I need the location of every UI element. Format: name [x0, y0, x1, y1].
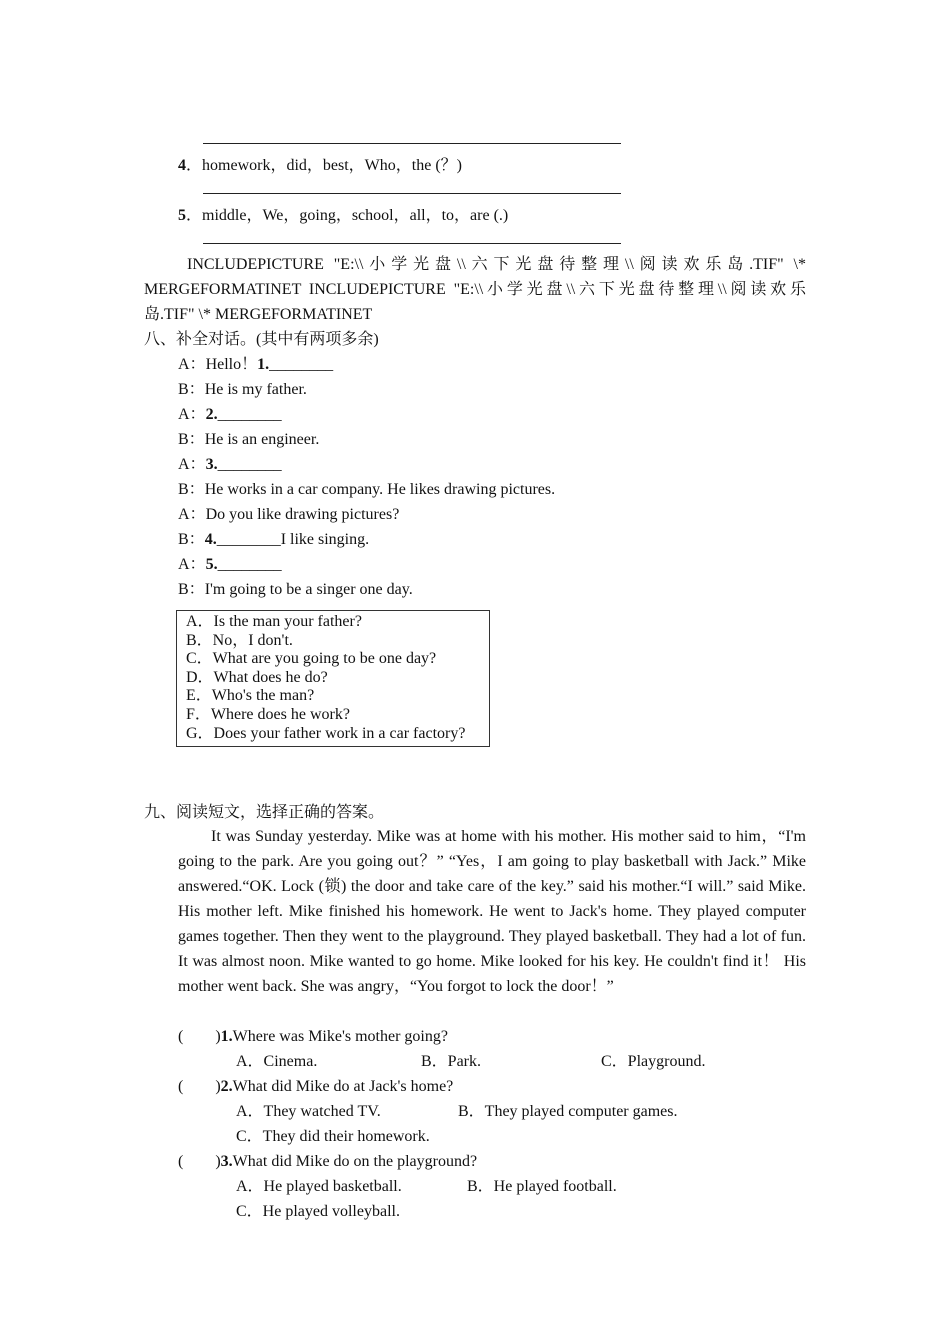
question-text: What did Mike do at Jack's home?: [232, 1078, 454, 1095]
dialogue-line-4: B：He is an engineer.: [178, 431, 320, 448]
dialogue-line-5: [178, 451, 282, 474]
option-g: G．Does your father work in a car factory?: [186, 724, 466, 742]
speaker: A：: [178, 406, 206, 423]
speaker: B：: [178, 531, 205, 548]
dialogue-line-2: B：He is my father.: [178, 381, 307, 398]
option-d: D．What does he do?: [186, 668, 328, 686]
answer-line-3[interactable]: [203, 143, 621, 144]
option-f: F．Where does he work?: [186, 705, 350, 723]
question-number: 1.: [220, 1028, 233, 1045]
answer-blank[interactable]: ________: [269, 356, 334, 373]
q1-option-c: C．Playground.: [601, 1053, 706, 1070]
question-text: Where was Mike's mother going?: [232, 1028, 448, 1045]
q7-item-words: middle，We，going，school，all，to，are (.): [202, 207, 509, 224]
dialogue-line-1: A：Hello！1.________: [178, 356, 334, 373]
dialogue-line-9: [178, 551, 282, 574]
answer-blank[interactable]: ________: [217, 556, 282, 573]
question-2: [178, 1073, 453, 1096]
q2-option-c: C．They did their homework.: [236, 1128, 430, 1145]
answer-blank[interactable]: ________: [217, 406, 282, 423]
dialogue-line-8: B：4.________I like singing.: [178, 531, 370, 548]
dialogue-line-3: [178, 401, 282, 424]
section-9-heading: 九、阅读短文，选择正确的答案。: [144, 804, 385, 821]
option-b: B．No，I don't.: [186, 631, 293, 649]
q7-item-number: 5: [178, 207, 186, 224]
answer-paren[interactable]: ( ): [178, 1078, 221, 1095]
question-1: [178, 1023, 448, 1046]
speaker: A：: [178, 356, 206, 373]
speaker: A：: [178, 556, 206, 573]
question-text: What did Mike do on the playground?: [232, 1153, 478, 1170]
question-3: [178, 1148, 477, 1171]
question-number: 3.: [220, 1153, 233, 1170]
answer-blank[interactable]: ________: [217, 456, 282, 473]
blank-number: 2.: [205, 406, 218, 423]
q3-option-c: C．He played volleyball.: [236, 1203, 400, 1220]
q7-item-5: 5．middle，We，going，school，all，to，are (.): [178, 207, 509, 224]
include-picture-field-line2: MERGEFORMATINET INCLUDEPICTURE "E:\\小学光盘\\六下光盘待整理\\阅读欢乐: [144, 281, 806, 298]
q1-option-a: A．Cinema.: [236, 1053, 318, 1070]
option-a: A．Is the man your father?: [186, 613, 362, 630]
q2-option-b: B．They played computer games.: [458, 1103, 678, 1120]
option-e: E．Who's the man?: [186, 687, 315, 705]
speaker: A：: [178, 456, 206, 473]
include-picture-field-line1: INCLUDEPICTURE "E:\\小学光盘\\六下光盘待整理\\阅读欢乐岛.TIF" \*: [187, 256, 806, 273]
speaker: A：: [178, 506, 206, 523]
answer-paren[interactable]: ( ): [178, 1153, 221, 1170]
question-number: 2.: [220, 1078, 233, 1095]
dialogue-line-7: A：Do you like drawing pictures?: [178, 506, 400, 523]
blank-number: 4.: [204, 531, 217, 548]
section-8-heading: 八、补全对话。(其中有两项多余): [144, 331, 379, 348]
speaker: B：: [178, 431, 205, 448]
q7-item-number: 4: [178, 157, 186, 174]
option-c: C．What are you going to be one day?: [186, 650, 437, 668]
options-box: [176, 610, 490, 747]
q7-item-4: 4．homework，did，best，Who，the (？): [178, 157, 462, 174]
dialogue-line-10: B：I'm going to be a singer one day.: [178, 581, 413, 598]
q7-item-words: homework，did，best，Who，the (？): [202, 157, 462, 174]
q3-option-a: A．He played basketball.: [236, 1178, 402, 1195]
speaker: B：: [178, 381, 205, 398]
answer-blank[interactable]: ________: [216, 531, 281, 548]
answer-line-5[interactable]: [203, 243, 621, 244]
speaker: B：: [178, 481, 205, 498]
blank-number: 5.: [205, 556, 218, 573]
q1-option-b: B．Park.: [421, 1053, 482, 1070]
dialogue-line-6: B：He works in a car company. He likes drawing pictures.: [178, 481, 556, 498]
speaker: B：: [178, 581, 205, 598]
blank-number: 1.: [257, 356, 270, 373]
q3-option-b: B．He played football.: [467, 1178, 617, 1195]
answer-paren[interactable]: ( ): [178, 1028, 221, 1045]
answer-line-4[interactable]: [203, 193, 621, 194]
blank-number: 3.: [205, 456, 218, 473]
include-picture-field-line3: 岛.TIF" \* MERGEFORMATINET: [144, 306, 373, 323]
q2-option-a: A．They watched TV.: [236, 1103, 381, 1120]
reading-passage: It was Sunday yesterday. Mike was at home with his mother. His mother said to him，“I'm going to the park. Are you going out？” “Yes，I am going to play basketball with Jack.” Mike answered.“OK. Lock (锁) the door and take care of the key.” said his mother.“I will.” said Mike. His mother left. Mike finished his homework. He went to Jack's home. They played computer games together. Then they went to the playground. They played basketball. They had a lot of fun. It was almost noon. Mike wanted to go home. Mike looked for his key. He couldn't find it！ His mother went back. She was angry，“You forgot to lock the door！”: [178, 828, 807, 995]
